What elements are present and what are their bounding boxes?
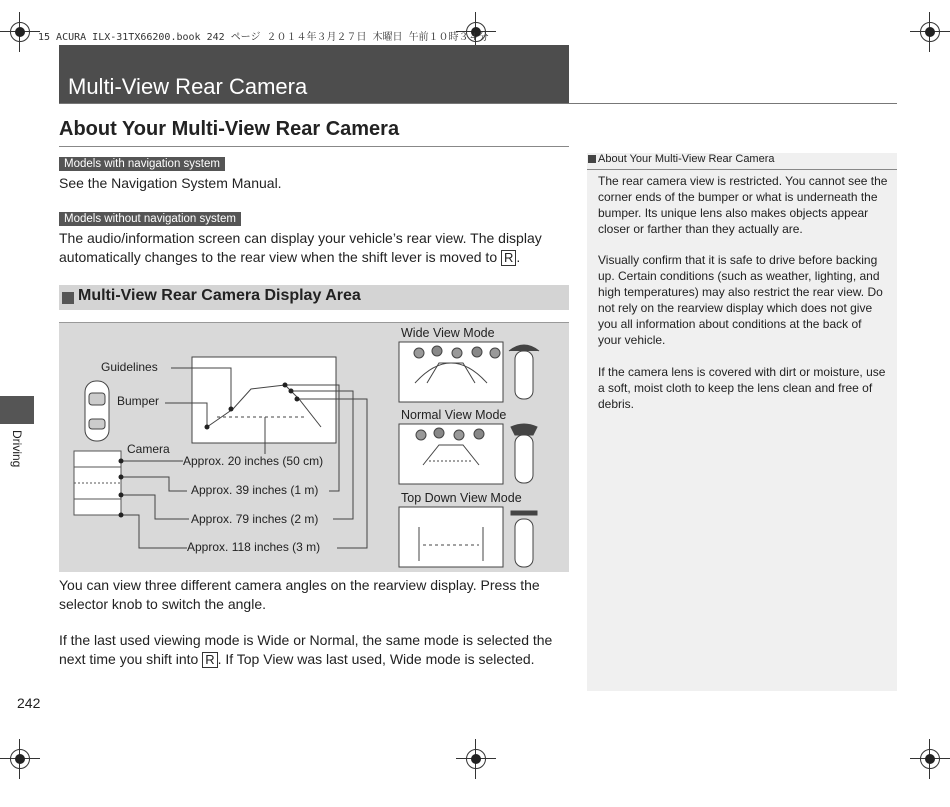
crop-mark-bottom-left <box>0 739 40 779</box>
chapter-title-bar <box>59 45 569 104</box>
heading-square-icon <box>62 292 74 304</box>
print-header: 15 ACURA ILX-31TX66200.book 242 ページ ２０１４年３月２７日 木曜日 午前１０時３４分 <box>38 32 489 43</box>
label-guidelines: Guidelines <box>101 360 158 374</box>
last-mode-paragraph <box>59 631 569 668</box>
normal-view-mode-label: Normal View Mode <box>401 408 507 422</box>
without-nav-paragraph <box>59 229 569 266</box>
label-79-inches: Approx. 79 inches (2 m) <box>191 512 319 526</box>
screen-box <box>192 357 336 443</box>
label-20-inches: Approx. 20 inches (50 cm) <box>183 454 324 468</box>
section-rule <box>59 146 569 147</box>
tag-without-navigation: Models without navigation system <box>59 212 241 226</box>
wide-view-mode-label: Wide View Mode <box>401 326 495 340</box>
distance-grid <box>74 451 121 515</box>
without-nav-text: The audio/information screen can display your vehicle’s rear view. The display automatically changes to the rear view when the shift lever is moved to <box>59 230 542 265</box>
angles-paragraph: You can view three different camera angles on the rearview display. Press the selector knob to switch the angle. <box>59 577 540 612</box>
title-rule <box>59 103 897 104</box>
display-area-heading <box>59 285 569 310</box>
side-note-panel <box>587 153 897 691</box>
last-mode-text: If the last used viewing mode is Wide or Normal, the same mode is selected the next time you shift into <box>59 632 553 667</box>
section-title: About Your Multi-View Rear Camera <box>59 118 400 140</box>
normal-view-car-icon <box>511 424 537 483</box>
reverse-key-icon-2: R <box>202 652 217 668</box>
wide-view-thumbnail <box>399 342 503 402</box>
crop-mark-top-left <box>0 12 40 52</box>
label-39-inches: Approx. 39 inches (1 m) <box>191 483 319 497</box>
side-note-heading-text: About Your Multi-View Rear Camera <box>598 153 775 165</box>
top-down-view-thumbnail <box>399 507 503 567</box>
side-note-paragraph-3: If the camera lens is covered with dirt or moisture, use a soft, moist cloth to keep the lens clean and free of debris. <box>598 365 886 411</box>
side-note-paragraph-1: The rear camera view is restricted. You cannot see the corner ends of the bumper or what is underneath the bumper. Its unique lens also makes objects appear closer or farther than they actually are. <box>598 174 888 236</box>
side-note-heading <box>587 153 897 170</box>
top-down-view-mode-label: Top Down View Mode <box>401 491 522 505</box>
reverse-key-icon: R <box>501 250 516 266</box>
chapter-title: Multi-View Rear Camera <box>68 74 308 99</box>
normal-view-thumbnail <box>399 424 503 484</box>
car-topview-icon <box>85 381 109 441</box>
page-number: 242 <box>17 695 41 711</box>
top-down-view-car-icon <box>511 511 537 567</box>
crop-mark-bottom-right <box>910 739 950 779</box>
last-mode-text-end: . If Top View was last used, Wide mode is selected. <box>217 650 535 667</box>
tag-with-navigation: Models with navigation system <box>59 157 225 171</box>
crop-mark-bottom-center <box>456 739 496 779</box>
display-area-diagram <box>59 322 569 572</box>
label-camera: Camera <box>127 442 170 456</box>
with-nav-paragraph: See the Navigation System Manual. <box>59 175 282 191</box>
side-note-paragraph-2: Visually confirm that it is safe to drive before backing up. Certain conditions (such as weather, lighting, and high temperatures) may also restrict the rear view. Do not rely on the rearview display which does not give you all information about conditions at the back of your vehicle. <box>598 253 883 347</box>
wide-view-car-icon <box>509 345 539 399</box>
display-area-title: Multi-View Rear Camera Display Area <box>78 287 361 304</box>
side-tab-label: Driving <box>10 430 24 468</box>
note-marker-icon <box>588 155 596 163</box>
without-nav-text-end: . <box>516 248 521 265</box>
crop-mark-top-right <box>910 12 950 52</box>
label-118-inches: Approx. 118 inches (3 m) <box>187 540 321 554</box>
chapter-side-tab <box>0 396 34 424</box>
label-bumper: Bumper <box>117 394 160 408</box>
